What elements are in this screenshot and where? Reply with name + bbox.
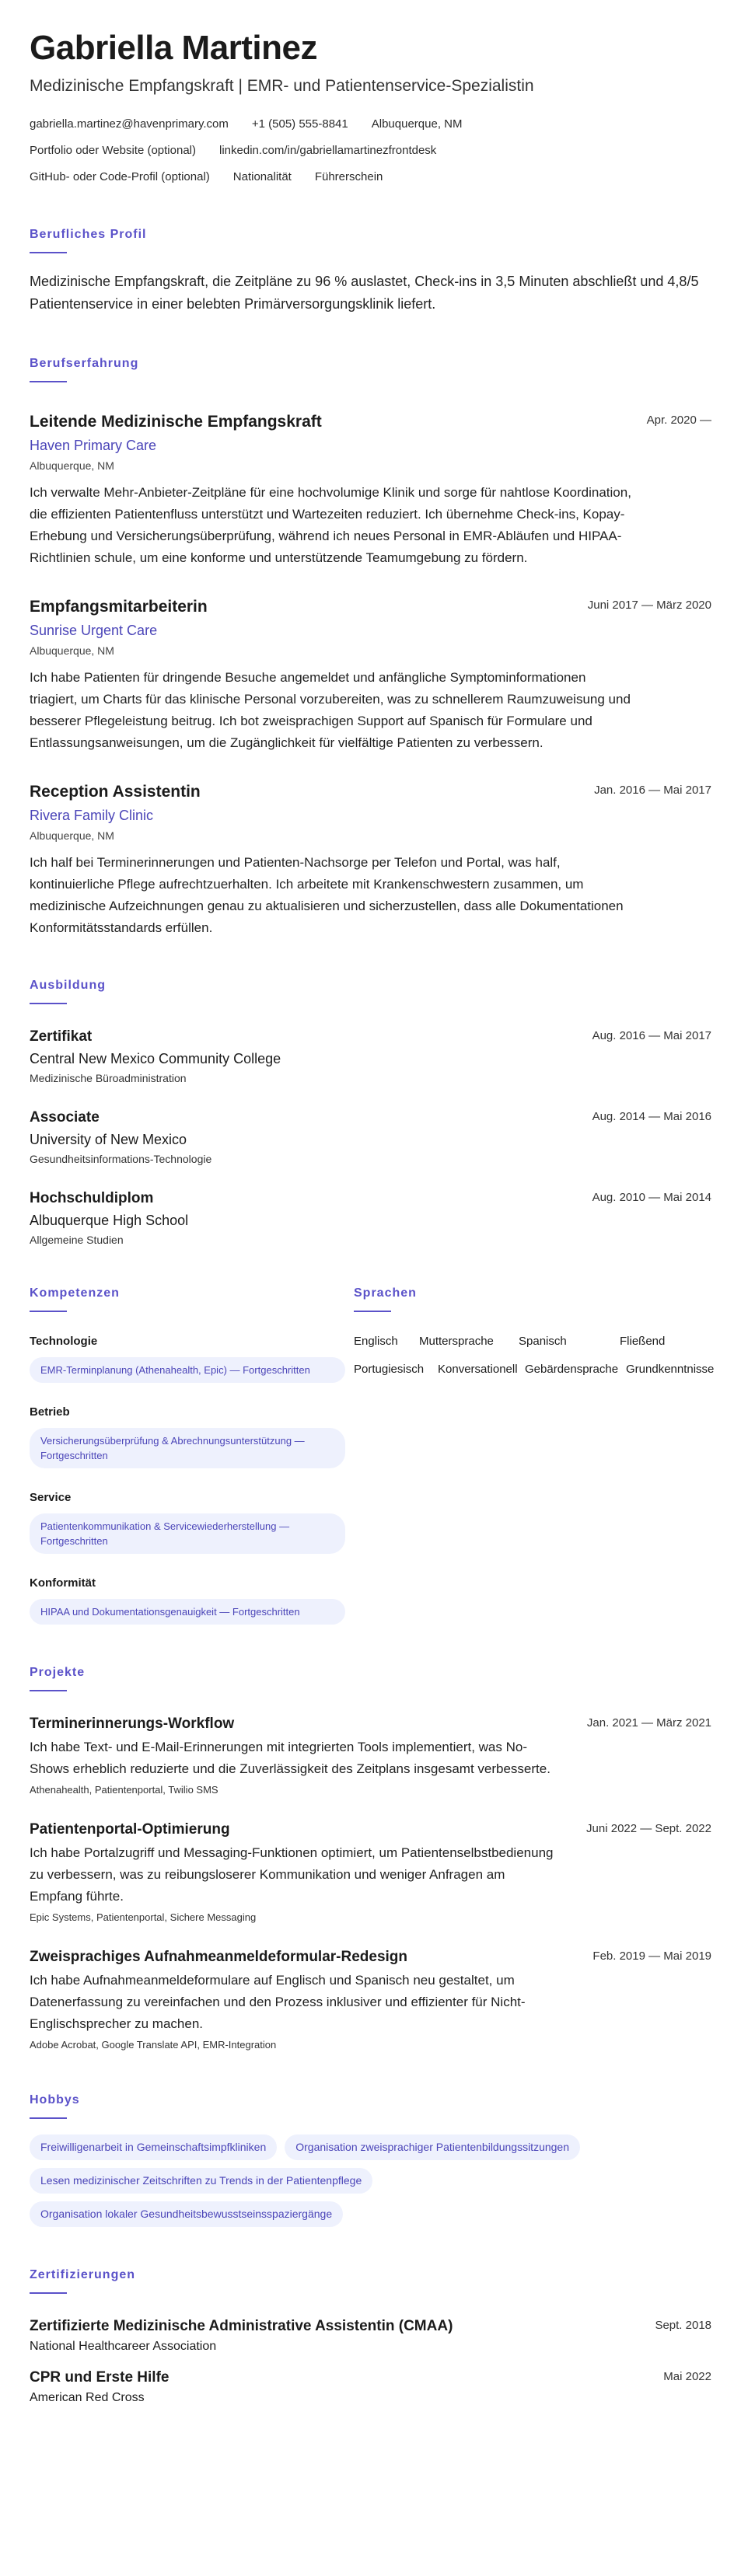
- language-row: [354, 1334, 711, 1349]
- project-description: Ich habe Text- und E-Mail-Erinnerungen mit integrierten Tools implementiert, was No-Shows erheblich reduzierte und die Zuverlässigkeit des Zeitplans insgesamt verbesserte.: [30, 1740, 551, 1776]
- job-location: Albuquerque, NM: [30, 644, 114, 657]
- field-of-study: Medizinische Büroadministration: [30, 1072, 187, 1084]
- language-level: Grundkenntnisse: [626, 1363, 715, 1376]
- hobby-pill: Freiwilligenarbeit in Gemeinschaftsimpfkliniken: [30, 2134, 277, 2160]
- project-date: Juni 2022 — Sept. 2022: [586, 1822, 711, 1835]
- skill-pill: Patientenkommunikation & Servicewiederherstellung — Fortgeschritten: [30, 1513, 345, 1554]
- section-divider: [30, 2292, 67, 2294]
- skill-pill: Versicherungsüberprüfung & Abrechnungsunterstützung — Fortgeschritten: [30, 1428, 345, 1468]
- phone-number: +1 (505) 555-8841: [251, 117, 348, 131]
- languages-section: [354, 1286, 715, 1625]
- education-date: Aug. 2016 — Mai 2017: [592, 1029, 711, 1042]
- extra-info-row: [30, 169, 711, 185]
- section-title: Kompetenzen: [30, 1286, 120, 1300]
- job-date: Juni 2017 — März 2020: [587, 599, 711, 612]
- certification-name: Zertifizierte Medizinische Administrative Assistentin (CMAA): [30, 2318, 453, 2334]
- job-description: Ich half bei Terminerinnerungen und Patienten-Nachsorge per Telefon und Portal, was half, kontinuierliche Pflege aufrechtzuerhalten. Ich arbeitete mit Krankenschwestern zusammen, um medizinische Aufzeichnungen genau zu aktualisieren und sicherzustellen, dass alle Dokumentationen Konformitätsstandards erfüllen.: [30, 855, 624, 935]
- language-level: Konversationell: [438, 1363, 518, 1376]
- language-level: Fließend: [620, 1335, 666, 1348]
- experience-section: [30, 356, 711, 939]
- skill-pill: HIPAA und Dokumentationsgenauigkeit — Fortgeschritten: [30, 1599, 345, 1625]
- nationality: Nationalität: [232, 170, 292, 183]
- project-description: Ich habe Portalzugriff und Messaging-Funktionen optimiert, um Patientenselbstbedienung zu verbessern, was zu reibungsloserer Kommunikation und weniger Anfragen am Empfang führte.: [30, 1845, 554, 1904]
- section-divider: [30, 1311, 67, 1312]
- skill-category: Service: [30, 1491, 72, 1504]
- job-company: Haven Primary Care: [30, 438, 157, 453]
- language-name: Spanisch: [519, 1335, 567, 1348]
- section-divider: [354, 1311, 391, 1312]
- project-entry: [30, 1820, 711, 1925]
- project-tech: Epic Systems, Patientenportal, Sichere Messaging: [30, 1911, 257, 1923]
- project-entry: [30, 1715, 711, 1797]
- section-title: Projekte: [30, 1666, 86, 1679]
- education-entry: [30, 1189, 711, 1247]
- section-divider: [30, 252, 67, 253]
- degree: Zertifikat: [30, 1028, 93, 1045]
- section-divider: [30, 1690, 67, 1691]
- job-company: Sunrise Urgent Care: [30, 623, 158, 638]
- certification-date: Sept. 2018: [655, 2319, 711, 2332]
- field-of-study: Gesundheitsinformations-Technologie: [30, 1153, 212, 1165]
- language-name: Englisch: [354, 1335, 398, 1348]
- project-title: Zweisprachiges Aufnahmeanmeldeformular-Redesign: [30, 1949, 408, 1965]
- certification-date: Mai 2022: [663, 2370, 711, 2383]
- section-title: Ausbildung: [30, 979, 106, 992]
- job-entry: [30, 597, 711, 754]
- education-entry: [30, 1028, 711, 1085]
- candidate-subtitle: Medizinische Empfangskraft | EMR- und Patientenservice-Spezialistin: [30, 77, 534, 95]
- job-location: Albuquerque, NM: [30, 459, 114, 472]
- profile-section: [30, 227, 711, 316]
- education-entry: [30, 1108, 711, 1166]
- profile-summary: Medizinische Empfangskraft, die Zeitpläne zu 96 % auslastet, Check-ins in 3,5 Minuten abschließt und 4,8/5 Patientenservice in einer belebten Primärversorgungsklinik liefert.: [30, 274, 699, 312]
- project-tech: Adobe Acrobat, Google Translate API, EMR-Integration: [30, 2039, 277, 2051]
- project-tech: Athenahealth, Patientenportal, Twilio SMS: [30, 1784, 218, 1796]
- field-of-study: Allgemeine Studien: [30, 1234, 124, 1246]
- section-title: Hobbys: [30, 2093, 80, 2107]
- project-entry: [30, 1948, 711, 2052]
- language-row: [354, 1362, 715, 1377]
- section-title: Sprachen: [354, 1286, 417, 1300]
- certification-entry: [30, 2368, 711, 2406]
- language-name: Gebärdensprache: [525, 1363, 619, 1376]
- skill-category: Technologie: [30, 1335, 98, 1348]
- job-entry: [30, 782, 711, 939]
- project-title: Terminerinnerungs-Workflow: [30, 1716, 235, 1732]
- hobby-pill: Organisation zweisprachiger Patientenbildungssitzungen: [285, 2134, 580, 2160]
- certifications-section: [30, 2267, 711, 2406]
- hobby-pill: Lesen medizinischer Zeitschriften zu Trends in der Patientenpflege: [30, 2168, 372, 2194]
- hobby-pill: Organisation lokaler Gesundheitsbewusstseinsspaziergänge: [30, 2201, 343, 2227]
- project-date: Jan. 2021 — März 2021: [586, 1716, 711, 1730]
- skills-languages-row: [30, 1286, 715, 1625]
- email-link[interactable]: gabriella.martinez@havenprimary.com: [30, 117, 229, 131]
- contact-row: [30, 117, 711, 132]
- location: Albuquerque, NM: [371, 117, 463, 131]
- hobby-list: [30, 2134, 711, 2235]
- section-divider: [30, 2117, 67, 2119]
- hobbies-section: [30, 2093, 711, 2235]
- degree: Associate: [30, 1109, 100, 1126]
- education-section: [30, 978, 711, 1247]
- drivers-license: Führerschein: [314, 170, 383, 183]
- certification-issuer: National Healthcareer Association: [30, 2340, 217, 2353]
- job-description: Ich habe Patienten für dringende Besuche angemeldet und anfängliche Symptominformationen triagiert, um Charts für das klinische Personal vorzubereiten, was zu schnellerem Raumzuweisung und besserer Pflegeleistung beitrug. Ich bot zweisprachigen Support auf Spanisch für Formulare und Entlassungsanweisungen, um die Zugänglichkeit für vielfältige Patienten zu verbessern.: [30, 670, 631, 750]
- job-date: Jan. 2016 — Mai 2017: [594, 784, 711, 797]
- job-entry: [30, 412, 711, 569]
- portfolio-link[interactable]: Portfolio oder Website (optional): [30, 144, 196, 157]
- section-divider: [30, 381, 67, 382]
- job-company: Rivera Family Clinic: [30, 808, 154, 823]
- links-row: [30, 143, 711, 159]
- section-title: Zertifizierungen: [30, 2268, 136, 2281]
- language-name: Portugiesisch: [354, 1363, 425, 1376]
- job-description: Ich verwalte Mehr-Anbieter-Zeitpläne für eine hochvolumige Klinik und sorge für nahtlose Koordination, die effizienten Patientenfluss unterstützt und Wartezeiten reduziert. Ich übernehme Check-ins, Kopay-Erhebung und Versicherungsüberprüfung, während ich neues Personal in EMR-Abläufen und HIPAA-Richtlinien schule, um eine konforme und unterstützende Teamumgebung zu fördern.: [30, 485, 631, 565]
- school: Central New Mexico Community College: [30, 1051, 281, 1066]
- school: University of New Mexico: [30, 1132, 187, 1147]
- certification-name: CPR und Erste Hilfe: [30, 2369, 170, 2386]
- job-location: Albuquerque, NM: [30, 829, 114, 842]
- project-title: Patientenportal-Optimierung: [30, 1821, 230, 1838]
- section-title: Berufserfahrung: [30, 357, 139, 370]
- job-date: Apr. 2020 —: [646, 414, 711, 427]
- projects-section: [30, 1665, 711, 2052]
- skills-section: [30, 1286, 354, 1625]
- project-date: Feb. 2019 — Mai 2019: [592, 1949, 711, 1963]
- skill-category: Betrieb: [30, 1405, 70, 1419]
- skill-category: Konformität: [30, 1576, 96, 1590]
- job-title: Leitende Medizinische Empfangskraft: [30, 413, 322, 431]
- project-description: Ich habe Aufnahmeanmeldeformulare auf Englisch und Spanisch neu gestaltet, um Datenerfassung zu vereinfachen und den Prozess inklusiver und effizienter für Nicht-Englischsprecher zu machen.: [30, 1973, 526, 2031]
- language-level: Muttersprache: [419, 1335, 494, 1348]
- section-title: Berufliches Profil: [30, 228, 147, 241]
- education-date: Aug. 2014 — Mai 2016: [592, 1110, 711, 1123]
- section-divider: [30, 1003, 67, 1004]
- job-title: Empfangsmitarbeiterin: [30, 598, 208, 616]
- linkedin-link[interactable]: linkedin.com/in/gabriellamartinezfrontdesk: [219, 144, 437, 157]
- github-link[interactable]: GitHub- oder Code-Profil (optional): [30, 170, 210, 183]
- candidate-name: Gabriella Martinez: [30, 29, 318, 67]
- job-title: Reception Assistentin: [30, 783, 201, 801]
- certification-issuer: American Red Cross: [30, 2391, 145, 2404]
- certification-entry: [30, 2317, 711, 2354]
- skill-pill: EMR-Terminplanung (Athenahealth, Epic) — Fortgeschritten: [30, 1357, 345, 1383]
- degree: Hochschuldiplom: [30, 1190, 154, 1206]
- school: Albuquerque High School: [30, 1213, 189, 1228]
- education-date: Aug. 2010 — Mai 2014: [592, 1191, 711, 1204]
